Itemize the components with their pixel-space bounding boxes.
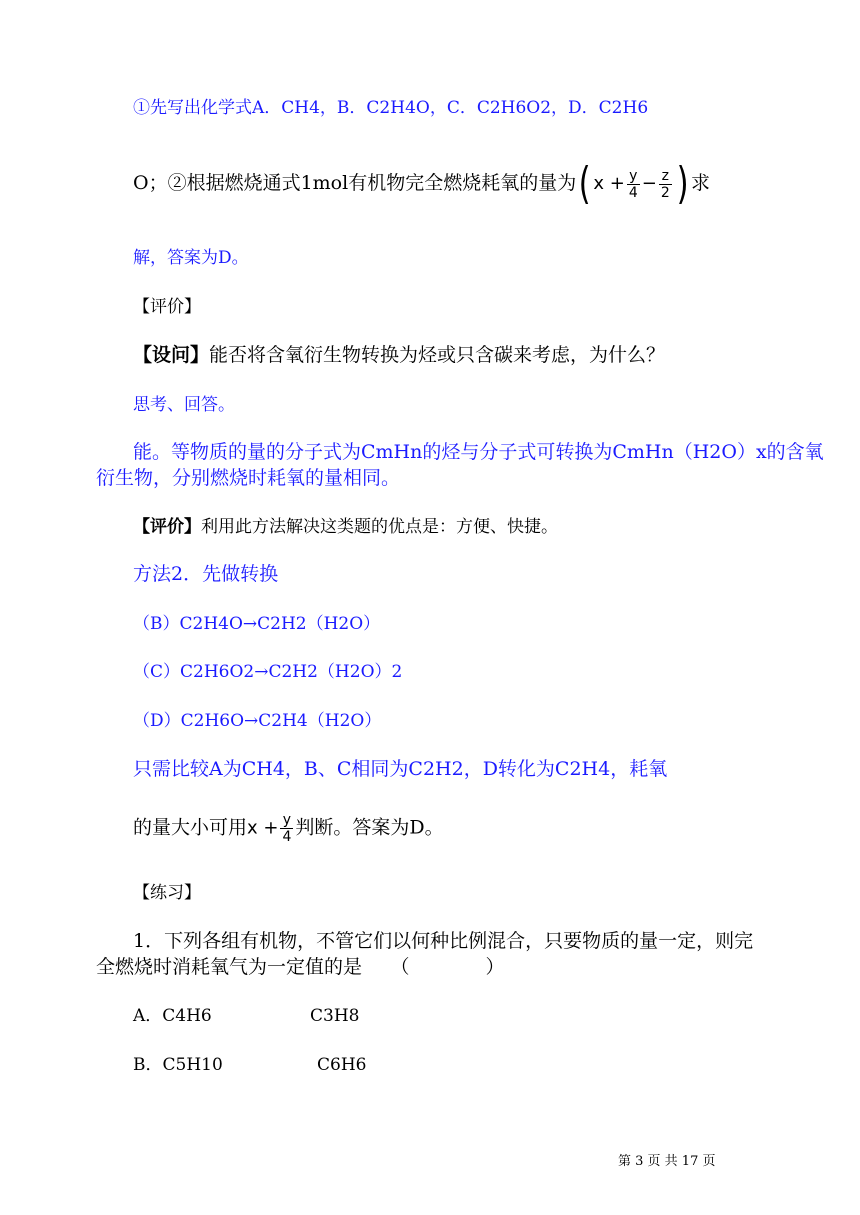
- explanation-line-1: 能。等物质的量的分子式为CmHn的烃与分子式可转换为CmHn（H2O）x的含氧: [133, 441, 824, 463]
- option-a-label: A．C4H6: [133, 1006, 212, 1026]
- question-label: 【设问】: [133, 344, 210, 366]
- fraction-z-over-2: [659, 168, 672, 201]
- evaluation-line: [133, 517, 558, 537]
- option-b: [133, 1055, 223, 1075]
- frac-numerator: y: [280, 812, 293, 829]
- frac-numerator: z: [659, 168, 672, 185]
- frac-denominator: 2: [660, 184, 670, 201]
- think-answer-line: 思考、回答。: [133, 395, 235, 415]
- evaluation-text: 利用此方法解决这类题的优点是：方便、快捷。: [201, 517, 558, 537]
- evaluation-label: 【评价】: [133, 517, 201, 537]
- frac-denominator: 4: [628, 184, 638, 201]
- exercise-line-2: 全燃烧时消耗氧气为一定值的是 （ ）: [96, 956, 505, 978]
- comparison-line: 只需比较A为CH4，B、C相同为C2H2，D转化为C2H4，耗氧: [133, 758, 668, 780]
- conversion-b: （B）C2H4O→C2H2（H2O）: [133, 614, 381, 634]
- combustion-text: O；②根据燃烧通式1mol有机物完全燃烧耗氧的量为: [133, 172, 577, 194]
- option-a: [133, 1006, 212, 1026]
- judgement-line: [133, 812, 444, 845]
- formula-x: x +: [247, 817, 279, 839]
- combustion-formula-line: [133, 158, 710, 209]
- judgement-prefix: 的量大小可用: [133, 816, 248, 839]
- formula-x: x +: [593, 173, 625, 194]
- method-two-heading: 方法2．先做转换: [133, 563, 279, 585]
- question-text: 能否将含氧衍生物转换为烃或只含碳来考虑，为什么？: [209, 344, 666, 366]
- explanation-line-2: 衍生物，分别燃烧时耗氧的量相同。: [96, 467, 401, 489]
- right-paren: ): [676, 158, 689, 209]
- judgement-suffix: 判断。答案为D。: [295, 816, 444, 839]
- fraction-y-over-4: [627, 168, 640, 201]
- practice-heading: 【练习】: [133, 883, 201, 903]
- page-number: 第 3 页 共 17 页: [618, 1154, 716, 1169]
- question-line: [133, 345, 665, 365]
- conversion-d: （D）C2H6O→C2H4（H2O）: [133, 711, 382, 731]
- exercise-line-1: 1．下列各组有机物，不管它们以何种比例混合，只要物质的量一定，则完: [133, 930, 754, 952]
- conversion-c: （C）C2H6O2→C2H2（H2O）2: [133, 662, 403, 682]
- frac-denominator: 4: [282, 829, 292, 845]
- combustion-suffix: 求: [690, 172, 710, 194]
- option-b-second: C6H6: [317, 1055, 367, 1075]
- minus-sign: −: [641, 173, 657, 194]
- fraction-y-over-4: [280, 812, 293, 845]
- frac-numerator: y: [627, 168, 640, 185]
- option-b-label: B．C5H10: [133, 1055, 223, 1075]
- left-paren: (: [578, 158, 591, 209]
- formula-line: ①先写出化学式A．CH4，B．C2H4O，C．C2H6O2，D．C2H6: [133, 98, 649, 118]
- answer-line: 解，答案为D。: [133, 248, 249, 268]
- evaluation-heading: 【评价】: [133, 297, 201, 317]
- option-a-second: C3H8: [310, 1006, 360, 1026]
